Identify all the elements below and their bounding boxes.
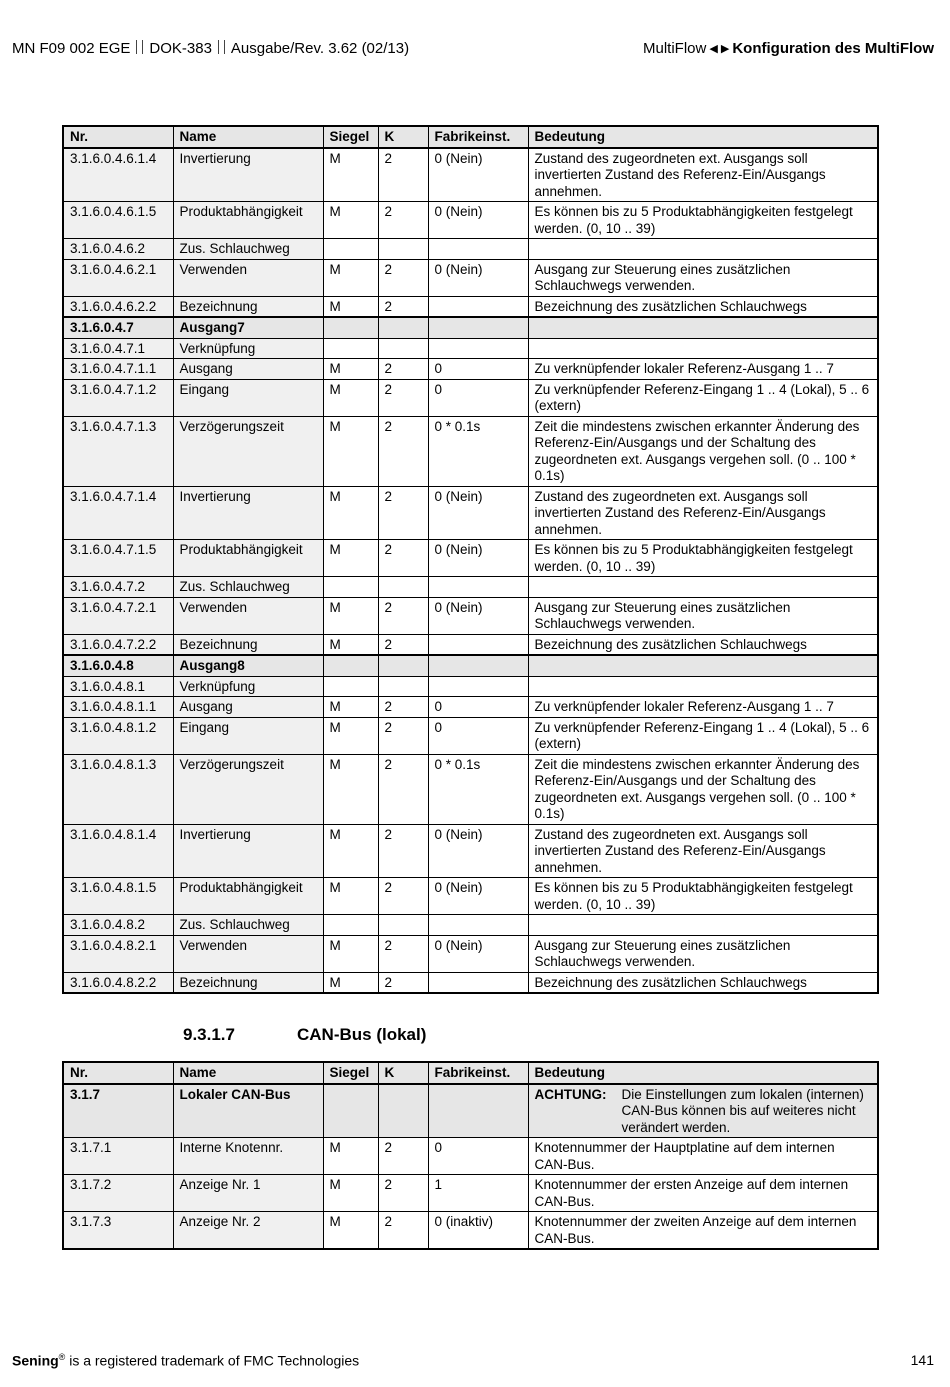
cell-k: 2 [378,972,428,993]
cell-siegel: M [323,486,378,540]
col-nr: Nr. [63,1062,173,1084]
cell-siegel [323,338,378,359]
table-row [63,676,878,697]
cell-name: Zus. Schlauchweg [173,915,323,936]
cell-name: Produktabhängigkeit [173,202,323,239]
cell-bed: Ausgang zur Steuerung eines zusätzlichen Schlauchwegs verwenden. [528,259,878,296]
cell-nr: 3.1.6.0.4.8.1.4 [63,824,173,878]
cell-bed [528,338,878,359]
col-k: K [378,1062,428,1084]
cell-name: Bezeichnung [173,634,323,655]
cell-fab: 0 (Nein) [428,878,528,915]
cell-fab [428,915,528,936]
cell-siegel [323,1084,378,1138]
table-row [63,915,878,936]
cell-name: Produktabhängigkeit [173,878,323,915]
table-row [63,597,878,634]
cell-fab [428,1084,528,1138]
cell-name: Ausgang [173,697,323,718]
col-siegel: Siegel [323,126,378,148]
warning-text: Die Einstellungen zum lokalen (internen) CAN-Bus können bis auf weiteres nicht verändert werden. [621,1086,864,1135]
cell-nr: 3.1.6.0.4.8.2.2 [63,972,173,993]
table-row [63,338,878,359]
cell-k: 2 [378,878,428,915]
table-row [63,655,878,676]
cell-nr: 3.1.6.0.4.7.2 [63,577,173,598]
cell-siegel [323,655,378,676]
cell-nr: 3.1.6.0.4.6.1.5 [63,202,173,239]
parameter-table-canbus [62,1061,879,1250]
cell-bed: Knotennummer der Hauptplatine auf dem internen CAN-Bus. [528,1138,878,1175]
cell-k: 2 [378,717,428,754]
cell-k: 2 [378,1175,428,1212]
cell-fab: 0 (Nein) [428,202,528,239]
cell-k: 2 [378,1212,428,1250]
cell-bed [528,577,878,598]
cell-fab: 0 (Nein) [428,486,528,540]
cell-siegel: M [323,634,378,655]
cell-k: 2 [378,697,428,718]
cell-fab [428,972,528,993]
table-row [63,878,878,915]
cell-siegel: M [323,935,378,972]
col-nr: Nr. [63,126,173,148]
cell-bed: Zustand des zugeordneten ext. Ausgangs soll invertierten Zustand des Referenz-Ein/Ausgangs annehmen. [528,824,878,878]
cell-name: Ausgang8 [173,655,323,676]
cell-nr: 3.1.6.0.4.6.2.1 [63,259,173,296]
cell-nr: 3.1.6.0.4.7.2.1 [63,597,173,634]
cell-siegel: M [323,1212,378,1250]
cell-nr: 3.1.7.2 [63,1175,173,1212]
cell-name: Ausgang [173,359,323,380]
cell-k [378,239,428,260]
table-row [63,824,878,878]
cell-name: Invertierung [173,486,323,540]
cell-name: Eingang [173,717,323,754]
cell-fab: 1 [428,1175,528,1212]
cell-nr: 3.1.6.0.4.8 [63,655,173,676]
table-row [63,379,878,416]
separator [136,40,143,54]
cell-nr: 3.1.6.0.4.7 [63,317,173,338]
section-number: 9.3.1.7 [183,1025,235,1044]
cell-siegel: M [323,1175,378,1212]
cell-k [378,655,428,676]
cell-name: Verwenden [173,259,323,296]
table-row [63,317,878,338]
cell-siegel: M [323,202,378,239]
cell-name: Lokaler CAN-Bus [173,1084,323,1138]
cell-siegel: M [323,878,378,915]
cell-k: 2 [378,379,428,416]
table-row [63,1175,878,1212]
cell-nr: 3.1.6.0.4.7.1.4 [63,486,173,540]
cell-siegel: M [323,148,378,202]
cell-nr: 3.1.6.0.4.6.2.2 [63,296,173,317]
col-name: Name [173,126,323,148]
cell-bed: Zeit die mindestens zwischen erkannter Änderung des Referenz-Ein/Ausgangs und der Schaltung des zugeordneten ext. Ausgangs vergehen soll. (0 .. 100 * 0.1s) [528,754,878,824]
col-fabrikeinst: Fabrikeinst. [428,126,528,148]
cell-name: Bezeichnung [173,972,323,993]
product-name: MultiFlow [643,40,707,57]
trademark-text: is a registered trademark of FMC Technologies [65,1352,360,1369]
cell-k: 2 [378,296,428,317]
cell-k [378,338,428,359]
cell-fab [428,239,528,260]
cell-nr: 3.1.6.0.4.7.1.1 [63,359,173,380]
table-header-row [63,126,878,148]
cell-k: 2 [378,824,428,878]
cell-name: Anzeige Nr. 1 [173,1175,323,1212]
table-row [63,296,878,317]
cell-k [378,317,428,338]
cell-k: 2 [378,935,428,972]
table-row [63,416,878,486]
cell-nr: 3.1.7.1 [63,1138,173,1175]
cell-name: Zus. Schlauchweg [173,239,323,260]
cell-nr: 3.1.6.0.4.7.1 [63,338,173,359]
cell-fab: 0 (inaktiv) [428,1212,528,1250]
cell-k: 2 [378,416,428,486]
cell-siegel: M [323,416,378,486]
cell-bed: Es können bis zu 5 Produktabhängigkeiten festgelegt werden. (0, 10 .. 39) [528,878,878,915]
table-row [63,259,878,296]
cell-name: Verzögerungszeit [173,754,323,824]
cell-bed [528,655,878,676]
cell-k [378,915,428,936]
cell-fab [428,577,528,598]
cell-k: 2 [378,359,428,380]
cell-k: 2 [378,754,428,824]
nav-arrows-icon: ◀ ▶ [709,43,730,55]
cell-name: Zus. Schlauchweg [173,577,323,598]
cell-fab: 0 (Nein) [428,259,528,296]
warning-label: ACHTUNG: [534,1086,607,1102]
cell-nr: 3.1.6.0.4.8.2 [63,915,173,936]
cell-nr: 3.1.6.0.4.6.1.4 [63,148,173,202]
cell-name: Verwenden [173,597,323,634]
cell-nr: 3.1.6.0.4.8.1.5 [63,878,173,915]
cell-bed: Zeit die mindestens zwischen erkannter Änderung des Referenz-Ein/Ausgangs und der Schaltung des zugeordneten ext. Ausgangs vergehen soll. (0 .. 100 * 0.1s) [528,416,878,486]
cell-fab: 0 [428,359,528,380]
cell-k: 2 [378,148,428,202]
cell-fab: 0 [428,717,528,754]
cell-bed [528,239,878,260]
cell-k: 2 [378,1138,428,1175]
col-siegel: Siegel [323,1062,378,1084]
cell-siegel [323,676,378,697]
table-row [63,754,878,824]
cell-bed: Knotennummer der zweiten Anzeige auf dem internen CAN-Bus. [528,1212,878,1250]
cell-fab [428,296,528,317]
cell-fab: 0 (Nein) [428,540,528,577]
cell-siegel: M [323,359,378,380]
cell-siegel: M [323,697,378,718]
cell-fab: 0 * 0.1s [428,754,528,824]
cell-name: Verknüpfung [173,338,323,359]
cell-bed: Ausgang zur Steuerung eines zusätzlichen Schlauchwegs verwenden. [528,935,878,972]
cell-name: Ausgang7 [173,317,323,338]
cell-k: 2 [378,597,428,634]
cell-nr: 3.1.6.0.4.8.2.1 [63,935,173,972]
table-row [63,1084,878,1138]
cell-bed: Zu verknüpfender Referenz-Eingang 1 .. 4 (Lokal), 5 .. 6 (extern) [528,717,878,754]
cell-k: 2 [378,634,428,655]
registered-mark: ® [58,1352,66,1362]
table-row [63,697,878,718]
col-k: K [378,126,428,148]
cell-name: Invertierung [173,824,323,878]
cell-bed: Es können bis zu 5 Produktabhängigkeiten festgelegt werden. (0, 10 .. 39) [528,202,878,239]
table-row [63,634,878,655]
revision: Ausgabe/Rev. 3.62 (02/13) [230,40,410,57]
cell-bed: Zustand des zugeordneten ext. Ausgangs soll invertierten Zustand des Referenz-Ein/Ausgangs annehmen. [528,148,878,202]
cell-nr: 3.1.7.3 [63,1212,173,1250]
cell-fab [428,338,528,359]
cell-bed: Bezeichnung des zusätzlichen Schlauchwegs [528,972,878,993]
separator [218,40,225,54]
cell-fab: 0 (Nein) [428,935,528,972]
cell-fab: 0 * 0.1s [428,416,528,486]
cell-siegel: M [323,597,378,634]
table-row [63,486,878,540]
cell-name: Verwenden [173,935,323,972]
cell-siegel: M [323,1138,378,1175]
cell-nr: 3.1.6.0.4.7.2.2 [63,634,173,655]
cell-siegel [323,317,378,338]
cell-name: Eingang [173,379,323,416]
cell-k: 2 [378,540,428,577]
cell-bed [528,915,878,936]
cell-k: 2 [378,202,428,239]
cell-name: Verzögerungszeit [173,416,323,486]
cell-bed: Knotennummer der ersten Anzeige auf dem internen CAN-Bus. [528,1175,878,1212]
cell-bed: Zustand des zugeordneten ext. Ausgangs soll invertierten Zustand des Referenz-Ein/Ausgangs annehmen. [528,486,878,540]
cell-name: Bezeichnung [173,296,323,317]
cell-fab: 0 [428,1138,528,1175]
cell-name: Interne Knotennr. [173,1138,323,1175]
table-row [63,239,878,260]
cell-fab: 0 (Nein) [428,597,528,634]
table-row [63,202,878,239]
cell-nr: 3.1.6.0.4.8.1.3 [63,754,173,824]
cell-fab [428,317,528,338]
cell-nr: 3.1.6.0.4.7.1.2 [63,379,173,416]
cell-nr: 3.1.6.0.4.7.1.5 [63,540,173,577]
chapter-title: Konfiguration des MultiFlow [732,40,934,57]
table-header-row [63,1062,878,1084]
cell-nr: 3.1.6.0.4.8.1.2 [63,717,173,754]
cell-siegel: M [323,717,378,754]
warning-note [535,1087,872,1137]
table-row [63,717,878,754]
table-row [63,1212,878,1250]
cell-name: Produktabhängigkeit [173,540,323,577]
cell-fab: 0 [428,697,528,718]
cell-fab: 0 (Nein) [428,824,528,878]
cell-fab [428,634,528,655]
table-row [63,935,878,972]
cell-k: 2 [378,486,428,540]
cell-fab: 0 [428,379,528,416]
table-row [63,972,878,993]
header-chapter [643,40,934,57]
cell-siegel [323,577,378,598]
cell-bed: Zu verknüpfender lokaler Referenz-Ausgang 1 .. 7 [528,697,878,718]
cell-k [378,676,428,697]
col-bedeutung: Bedeutung [528,1062,878,1084]
cell-name: Invertierung [173,148,323,202]
header-doc-info [12,40,409,57]
footer-trademark [12,1352,359,1369]
cell-nr: 3.1.6.0.4.7.1.3 [63,416,173,486]
col-bedeutung: Bedeutung [528,126,878,148]
parameter-table-outputs [62,125,879,994]
doc-number: DOK-383 [149,40,212,57]
cell-name: Anzeige Nr. 2 [173,1212,323,1250]
brand-name: Sening [12,1352,59,1369]
cell-k: 2 [378,259,428,296]
cell-nr: 3.1.6.0.4.6.2 [63,239,173,260]
cell-fab [428,655,528,676]
cell-k [378,577,428,598]
cell-siegel: M [323,754,378,824]
cell-bed: Bezeichnung des zusätzlichen Schlauchwegs [528,296,878,317]
table-row [63,148,878,202]
cell-siegel: M [323,824,378,878]
table-row [63,577,878,598]
cell-fab [428,676,528,697]
cell-siegel: M [323,540,378,577]
cell-bed: Bezeichnung des zusätzlichen Schlauchwegs [528,634,878,655]
cell-k [378,1084,428,1138]
cell-bed: Zu verknüpfender Referenz-Eingang 1 .. 4 (Lokal), 5 .. 6 (extern) [528,379,878,416]
doc-id: MN F09 002 EGE [12,40,131,57]
cell-fab: 0 (Nein) [428,148,528,202]
cell-bed [528,317,878,338]
page-number: 141 [910,1352,934,1368]
cell-name: Verknüpfung [173,676,323,697]
table-row [63,1138,878,1175]
table-row [63,540,878,577]
cell-siegel [323,239,378,260]
cell-siegel: M [323,259,378,296]
col-name: Name [173,1062,323,1084]
cell-nr: 3.1.7 [63,1084,173,1138]
cell-nr: 3.1.6.0.4.8.1.1 [63,697,173,718]
cell-siegel: M [323,379,378,416]
cell-siegel [323,915,378,936]
cell-nr: 3.1.6.0.4.8.1 [63,676,173,697]
cell-siegel: M [323,972,378,993]
table-row [63,359,878,380]
cell-bed [528,676,878,697]
cell-bed [528,1084,878,1138]
cell-bed: Zu verknüpfender lokaler Referenz-Ausgang 1 .. 7 [528,359,878,380]
cell-bed: Ausgang zur Steuerung eines zusätzlichen Schlauchwegs verwenden. [528,597,878,634]
cell-siegel: M [323,296,378,317]
section-title: CAN-Bus (lokal) [297,1025,427,1044]
col-fabrikeinst: Fabrikeinst. [428,1062,528,1084]
cell-bed: Es können bis zu 5 Produktabhängigkeiten festgelegt werden. (0, 10 .. 39) [528,540,878,577]
